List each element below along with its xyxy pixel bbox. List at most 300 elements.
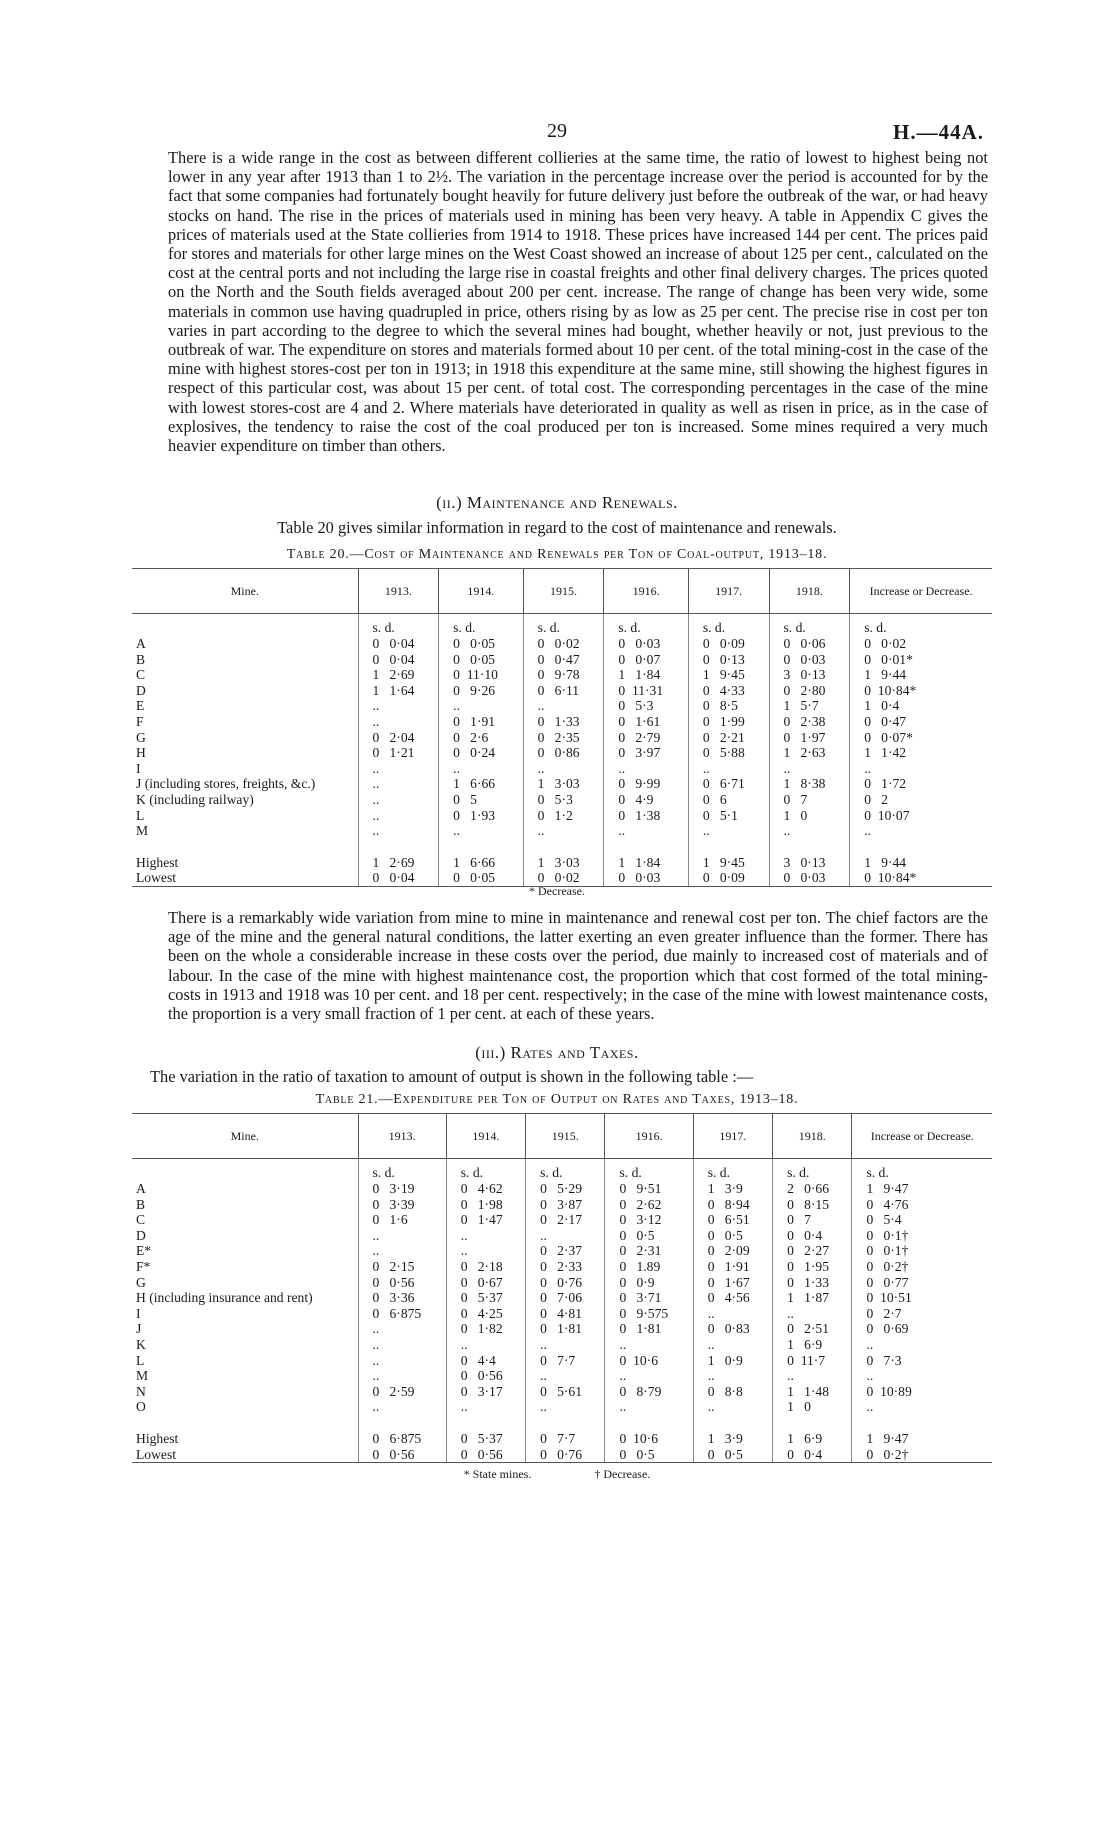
column-header: 1914. [446, 1114, 525, 1159]
cost-cell: 0 11·10 [439, 667, 524, 683]
cost-cell: 1 1·84 [604, 667, 689, 683]
cost-cell: 0 10·51 [852, 1290, 992, 1306]
table-row [132, 1368, 992, 1384]
cost-cell: .. [523, 823, 604, 839]
unit-spacer [132, 1159, 358, 1182]
cost-cell: .. [358, 714, 439, 730]
mine-label: E* [136, 1243, 152, 1259]
paragraph-table20-intro: Table 20 gives similar information in regard to the cost of maintenance and renewals. [277, 518, 837, 537]
cost-cell: .. [439, 698, 524, 714]
cost-cell: 0 0·02 [523, 870, 604, 886]
table-row [132, 698, 992, 714]
cost-cell: .. [446, 1337, 525, 1353]
spacer-cell [604, 839, 689, 855]
cost-cell: 0 10·07 [850, 808, 992, 824]
cost-cell: 0 1·47 [446, 1212, 525, 1228]
cost-cell: .. [446, 1399, 525, 1415]
table-row [132, 1384, 992, 1400]
spacer-cell [132, 839, 358, 855]
cost-cell: 0 2·6 [439, 730, 524, 746]
cost-cell: 0 10·89 [852, 1384, 992, 1400]
cost-cell: 0 1·33 [523, 714, 604, 730]
column-header: 1916. [604, 569, 689, 614]
column-header: 1913. [358, 569, 439, 614]
table-row [132, 1212, 992, 1228]
cost-cell: .. [358, 776, 439, 792]
column-header-mine: Mine. [132, 1114, 358, 1159]
cost-cell: 0 0·5 [605, 1228, 693, 1244]
table-row [132, 776, 992, 792]
table-header-row [132, 569, 992, 614]
mine-label: Highest [136, 854, 179, 870]
cost-cell: 1 9·45 [688, 667, 769, 683]
cost-cell: 1 3·03 [523, 855, 604, 871]
cost-cell: 0 0·2† [852, 1259, 992, 1275]
cost-cell: 0 8·8 [693, 1384, 772, 1400]
cost-cell: 0 3·97 [604, 745, 689, 761]
cost-cell: 0 3·36 [358, 1290, 446, 1306]
document-reference: H.—44A. [893, 120, 984, 144]
cost-cell: 0 1·61 [604, 714, 689, 730]
cost-cell: 0 2·09 [693, 1243, 772, 1259]
cost-cell: 1 1·87 [773, 1290, 852, 1306]
cost-cell: 0 10·84* [850, 870, 992, 886]
cost-cell: 0 0·56 [358, 1447, 446, 1463]
cost-cell: .. [526, 1368, 605, 1384]
mine-label: L [136, 807, 145, 823]
cost-cell: .. [773, 1368, 852, 1384]
column-header: 1914. [439, 569, 524, 614]
unit-label: s. d. [604, 614, 689, 637]
unit-label: s. d. [439, 614, 524, 637]
cost-cell: 0 6 [688, 792, 769, 808]
cost-cell: 0 5·37 [446, 1431, 525, 1447]
cost-cell: 0 0·76 [526, 1447, 605, 1463]
cost-cell: .. [852, 1399, 992, 1415]
unit-label: s. d. [773, 1159, 852, 1182]
cost-cell: 2 0·66 [773, 1181, 852, 1197]
table-row [132, 1353, 992, 1369]
cost-cell: 0 2·38 [769, 714, 850, 730]
cost-cell: 1 9·47 [852, 1181, 992, 1197]
cost-cell: 0 3·39 [358, 1197, 446, 1213]
cost-cell: 1 9·45 [688, 855, 769, 871]
cost-cell: 0 0·03 [769, 652, 850, 668]
summary-row [132, 855, 992, 871]
cost-cell: 0 7·06 [526, 1290, 605, 1306]
cost-cell: 0 0·05 [439, 636, 524, 652]
column-header: 1918. [773, 1114, 852, 1159]
cost-cell: 0 5 [439, 792, 524, 808]
cost-cell: .. [693, 1368, 772, 1384]
column-header: 1917. [693, 1114, 772, 1159]
mine-label: G [136, 729, 146, 745]
cost-cell: .. [358, 698, 439, 714]
column-header: 1918. [769, 569, 850, 614]
cost-cell: 0 0·56 [446, 1447, 525, 1463]
cost-cell: .. [605, 1337, 693, 1353]
unit-label: s. d. [852, 1159, 992, 1182]
mine-label: K (including railway) [136, 791, 254, 807]
spacer-cell [523, 839, 604, 855]
cost-cell: 0 8·79 [605, 1384, 693, 1400]
mine-label: Lowest [132, 870, 358, 886]
cost-cell: .. [693, 1306, 772, 1322]
cost-cell: 0 0·13 [688, 652, 769, 668]
cost-cell: 0 0·03 [769, 870, 850, 886]
cost-cell: 0 1·81 [605, 1321, 693, 1337]
cost-cell: 1 6·66 [439, 855, 524, 871]
unit-spacer [132, 614, 358, 637]
cost-cell: 0 3·17 [446, 1384, 525, 1400]
cost-cell: 0 11·7 [773, 1353, 852, 1369]
cost-cell: 0 1·82 [446, 1321, 525, 1337]
cost-cell: 1 2·63 [769, 745, 850, 761]
cost-cell: 0 2·31 [605, 1243, 693, 1259]
table-row [132, 1306, 992, 1322]
mine-label: A [136, 636, 146, 651]
table-row [132, 714, 992, 730]
cost-cell: 0 2·17 [526, 1212, 605, 1228]
unit-label: s. d. [850, 614, 992, 637]
cost-cell: 0 2·51 [773, 1321, 852, 1337]
mine-label: F* [136, 1258, 151, 1274]
cost-cell: 0 2·59 [358, 1384, 446, 1400]
cost-cell: 0 7 [773, 1212, 852, 1228]
cost-cell: 0 1·6 [358, 1212, 446, 1228]
spacer-cell [358, 839, 439, 855]
cost-cell: 0 0·02 [523, 636, 604, 652]
cost-cell: 0 2·79 [604, 730, 689, 746]
table-21-rates-taxes [132, 1113, 992, 1463]
cost-cell: 0 2·62 [605, 1197, 693, 1213]
cost-cell: 0 4·33 [688, 683, 769, 699]
cost-cell: 0 5·29 [526, 1181, 605, 1197]
cost-cell: 0 6·51 [693, 1212, 772, 1228]
table-row [132, 1243, 992, 1259]
mine-label: F [136, 713, 144, 729]
cost-cell: 0 6·71 [688, 776, 769, 792]
cost-cell: 1 3·03 [523, 776, 604, 792]
spacer-cell [688, 839, 769, 855]
cost-cell: 0 9·78 [523, 667, 604, 683]
cost-cell: 0 0·56 [358, 1275, 446, 1291]
cost-cell: .. [604, 761, 689, 777]
unit-label: s. d. [358, 614, 439, 637]
cost-cell: 0 9·99 [604, 776, 689, 792]
unit-label: s. d. [693, 1159, 772, 1182]
cost-cell: .. [605, 1399, 693, 1415]
cost-cell: 0 9·26 [439, 683, 524, 699]
table-row [132, 761, 992, 777]
cost-cell: 1 8·38 [769, 776, 850, 792]
spacer-cell [850, 839, 992, 855]
cost-cell: .. [850, 823, 992, 839]
unit-label: s. d. [446, 1159, 525, 1182]
mine-label: J (including stores, freights, &c.) [136, 776, 316, 792]
cost-cell: 0 0·47 [850, 714, 992, 730]
table-row [132, 652, 992, 668]
cost-cell: .. [688, 761, 769, 777]
cost-cell: 0 7·3 [852, 1353, 992, 1369]
cost-cell: .. [688, 823, 769, 839]
mine-label: E [136, 698, 145, 714]
unit-label: s. d. [769, 614, 850, 637]
cost-cell: 0 0·04 [358, 652, 439, 668]
cost-cell: .. [523, 761, 604, 777]
mine-label: I [136, 760, 141, 776]
cost-cell: .. [693, 1399, 772, 1415]
cost-cell: 0 0·07* [850, 730, 992, 746]
cost-cell: 0 0·05 [439, 652, 524, 668]
cost-cell: 0 0·67 [446, 1275, 525, 1291]
cost-cell: 0 0·03 [604, 636, 689, 652]
table20-footnote [0, 884, 1114, 899]
unit-label: s. d. [605, 1159, 693, 1182]
spacer-cell [605, 1415, 693, 1431]
cost-cell: 0 6·875 [358, 1306, 446, 1322]
cost-cell: 0 1·2 [523, 808, 604, 824]
cost-cell: 0 4·25 [446, 1306, 525, 1322]
cost-cell: 0 6·11 [523, 683, 604, 699]
cost-cell: 0 9·575 [605, 1306, 693, 1322]
cost-cell: 0 0·09 [688, 870, 769, 886]
spacer-row [132, 1415, 992, 1431]
cost-cell: 1 3·9 [693, 1181, 772, 1197]
page-number: 29 [547, 120, 567, 142]
cost-cell: .. [358, 823, 439, 839]
cost-cell: 0 3·71 [605, 1290, 693, 1306]
cost-cell: .. [358, 1399, 446, 1415]
paragraph-stores-costs: There is a wide range in the cost as between different collieries at the same time, the ratio of lowest to highest being not lower in any year after 1913 than 1 to 2½. The variation in the percentage increase over the period is accounted for by the fact that some companies had fortunately bought heavily for future delivery just before the outbreak of the war, or had heavy stocks on hand. The rise in the prices of materials used in mining has been very heavy. A table in Appendix C gives the prices of materials used at the State collieries from 1914 to 1918. These prices have increased 144 per cent. The prices paid for stores and materials for other large mines on the West Coast showed an increase of about 125 per cent., calculated on the cost at the central ports and not including the large rise in coastal freights and other final delivery charges. The prices quoted on the North and the South fields averaged about 200 per cent. increase. The range of change has been very wide, some materials in common use having quadrupled in price, others rising by as low as 25 per cent. The precise rise in cost per ton varies in part according to the degree to which the several mines had bought, whether heavily or not, just previous to the outbreak of war. The expenditure on stores and materials formed about 10 per cent. of the total mining-cost in the case of the mine with highest stores-cost per ton in 1913; in 1918 this expenditure at the same mine, still showing the highest figures in respect of this particular cost, was about 15 per cent. of total cost. The corresponding percentages in the case of the mine with lowest stores-cost are 4 and 2. Where materials have deteriorated in quality as well as risen in price, as in the case of explosives, the tendency to raise the cost of the coal produced per ton is increased. Some mines required a very much heavier expenditure on timber than others. [168, 148, 988, 456]
cost-cell: 0 0·02 [850, 636, 992, 652]
cost-cell: 0 0·5 [693, 1228, 772, 1244]
mine-label: K [136, 1336, 146, 1352]
cost-cell: .. [358, 761, 439, 777]
cost-cell: 0 0·69 [852, 1321, 992, 1337]
table-row [132, 667, 992, 683]
cost-cell: .. [358, 808, 439, 824]
cost-cell: 0 0·05 [439, 870, 524, 886]
cost-cell: 0 4·4 [446, 1353, 525, 1369]
spacer-cell [446, 1415, 525, 1431]
table-row [132, 1228, 992, 1244]
table-row [132, 1399, 992, 1415]
cost-cell: 0 1·81 [526, 1321, 605, 1337]
mine-label: H [136, 745, 146, 761]
cost-cell: 0 5·3 [523, 792, 604, 808]
cost-cell: 0 10·6 [605, 1431, 693, 1447]
mine-label: G [136, 1274, 146, 1290]
cost-cell: 1 2·69 [358, 667, 439, 683]
cost-cell: 0 1·93 [439, 808, 524, 824]
cost-cell: 0 1·91 [693, 1259, 772, 1275]
cost-cell: 0 0·07 [604, 652, 689, 668]
cost-cell: 0 1·21 [358, 745, 439, 761]
cost-cell: 0 3·19 [358, 1181, 446, 1197]
footnote-state-mines: * State mines. [463, 1467, 532, 1481]
table-row [132, 1259, 992, 1275]
table21-footnotes [0, 1467, 1114, 1482]
cost-cell: 1 1·42 [850, 745, 992, 761]
unit-label: s. d. [358, 1159, 446, 1182]
cost-cell: 3 0·13 [769, 855, 850, 871]
cost-cell: 0 3·87 [526, 1197, 605, 1213]
cost-cell: 0 8·94 [693, 1197, 772, 1213]
mine-label: Lowest [132, 1447, 358, 1463]
table-row [132, 1181, 992, 1197]
section-heading-maintenance: (ii.) Maintenance and Renewals. [436, 493, 678, 512]
cost-cell: 1 0 [769, 808, 850, 824]
column-header: Increase or Decrease. [852, 1114, 992, 1159]
cost-cell: .. [358, 1228, 446, 1244]
mine-label: D [136, 682, 146, 698]
cost-cell: 0 0·83 [693, 1321, 772, 1337]
cost-cell: 1 9·44 [850, 855, 992, 871]
column-header: 1913. [358, 1114, 446, 1159]
table-row [132, 1275, 992, 1291]
mine-label: B [136, 651, 146, 667]
cost-cell: 1 0 [773, 1399, 852, 1415]
summary-row [132, 1431, 992, 1447]
spacer-row [132, 839, 992, 855]
cost-cell: 0 5·4 [852, 1212, 992, 1228]
cost-cell: 1 1·84 [604, 855, 689, 871]
column-header: Increase or Decrease. [850, 569, 992, 614]
table-row [132, 745, 992, 761]
cost-cell: .. [526, 1399, 605, 1415]
cost-cell: .. [358, 1353, 446, 1369]
cost-cell: 0 2·27 [773, 1243, 852, 1259]
summary-row [132, 1447, 992, 1463]
cost-cell: 0 5·1 [688, 808, 769, 824]
cost-cell: .. [852, 1337, 992, 1353]
cost-cell: 0 1·98 [446, 1197, 525, 1213]
spacer-cell [439, 839, 524, 855]
cost-cell: 0 1·38 [604, 808, 689, 824]
column-header: 1915. [526, 1114, 605, 1159]
cost-cell: .. [358, 1243, 446, 1259]
table-header-row [132, 1114, 992, 1159]
cost-cell: 0 5·37 [446, 1290, 525, 1306]
column-header: 1916. [605, 1114, 693, 1159]
mine-label: O [136, 1399, 146, 1415]
cost-cell: 0 4·76 [852, 1197, 992, 1213]
cost-cell: .. [446, 1243, 525, 1259]
cost-cell: 0 7·7 [526, 1353, 605, 1369]
cost-cell: .. [693, 1337, 772, 1353]
cost-cell: 1 1·48 [773, 1384, 852, 1400]
units-row [132, 1159, 992, 1182]
cost-cell: 0 2·80 [769, 683, 850, 699]
cost-cell: 0 7 [769, 792, 850, 808]
cost-cell: 0 8·15 [773, 1197, 852, 1213]
cost-cell: .. [358, 1368, 446, 1384]
table-row [132, 636, 992, 652]
cost-cell: .. [773, 1306, 852, 1322]
cost-cell: .. [439, 761, 524, 777]
cost-cell: 0 0·56 [446, 1368, 525, 1384]
cost-cell: 0 0·24 [439, 745, 524, 761]
mine-label: A [136, 1181, 146, 1196]
cost-cell: 1 6·9 [773, 1337, 852, 1353]
cost-cell: 0 2 [850, 792, 992, 808]
cost-cell: 0 2·33 [526, 1259, 605, 1275]
cost-cell: 0 1·72 [850, 776, 992, 792]
cost-cell: 1 0·4 [850, 698, 992, 714]
cost-cell: 0 0·09 [688, 636, 769, 652]
cost-cell: 0 2·35 [523, 730, 604, 746]
cost-cell: 0 0·77 [852, 1275, 992, 1291]
paragraph-table21-intro: The variation in the ratio of taxation to amount of output is shown in the following table :— [150, 1067, 754, 1086]
cost-cell: .. [605, 1368, 693, 1384]
cost-cell: 0 0·1† [852, 1243, 992, 1259]
cost-cell: 0 0·47 [523, 652, 604, 668]
cost-cell: 0 1·99 [688, 714, 769, 730]
mine-label: D [136, 1227, 146, 1243]
mine-label: H (including insurance and rent) [136, 1290, 313, 1306]
units-row [132, 614, 992, 637]
cost-cell: 0 5·61 [526, 1384, 605, 1400]
cost-cell: 0 0·2† [852, 1447, 992, 1463]
cost-cell: 0 0·4 [773, 1228, 852, 1244]
cost-cell: 0 4·56 [693, 1290, 772, 1306]
table-20-maintenance [132, 568, 992, 887]
column-header-mine: Mine. [132, 569, 358, 614]
cost-cell: 0 5·88 [688, 745, 769, 761]
cost-cell: 0 4·62 [446, 1181, 525, 1197]
cost-cell: 0 2·21 [688, 730, 769, 746]
cost-cell: 0 7·7 [526, 1431, 605, 1447]
mine-label: B [136, 1196, 146, 1212]
cost-cell: 0 11·31 [604, 683, 689, 699]
cost-cell: 0 4·81 [526, 1306, 605, 1322]
cost-cell: 1 2·69 [358, 855, 439, 871]
cost-cell: 0 1·33 [773, 1275, 852, 1291]
footnote-decrease: * Decrease. [529, 884, 585, 898]
cost-cell: 0 2·15 [358, 1259, 446, 1275]
footnote-decrease: † Decrease. [594, 1467, 651, 1481]
spacer-cell [526, 1415, 605, 1431]
cost-cell: 0 1·95 [773, 1259, 852, 1275]
table-row [132, 730, 992, 746]
unit-label: s. d. [523, 614, 604, 637]
cost-cell: 0 1·91 [439, 714, 524, 730]
cost-cell: 0 0·5 [605, 1447, 693, 1463]
cost-cell: .. [439, 823, 524, 839]
table-row [132, 1337, 992, 1353]
cost-cell: 0 0·9 [605, 1275, 693, 1291]
table-row [132, 1321, 992, 1337]
cost-cell: .. [358, 1321, 446, 1337]
cost-cell: 1 9·47 [852, 1431, 992, 1447]
cost-cell: .. [446, 1228, 525, 1244]
cost-cell: 0 0·76 [526, 1275, 605, 1291]
spacer-cell [358, 1415, 446, 1431]
cost-cell: .. [852, 1368, 992, 1384]
cost-cell: 1 6·66 [439, 776, 524, 792]
cost-cell: 3 0·13 [769, 667, 850, 683]
cost-cell: 0 1·67 [693, 1275, 772, 1291]
mine-label: C [136, 1212, 146, 1228]
cost-cell: 1 6·9 [773, 1431, 852, 1447]
cost-cell: 0 1·97 [769, 730, 850, 746]
cost-cell: 0 8·5 [688, 698, 769, 714]
cost-cell: 0 5·3 [604, 698, 689, 714]
cost-cell: .. [769, 823, 850, 839]
cost-cell: 1 1·64 [358, 683, 439, 699]
spacer-cell [693, 1415, 772, 1431]
